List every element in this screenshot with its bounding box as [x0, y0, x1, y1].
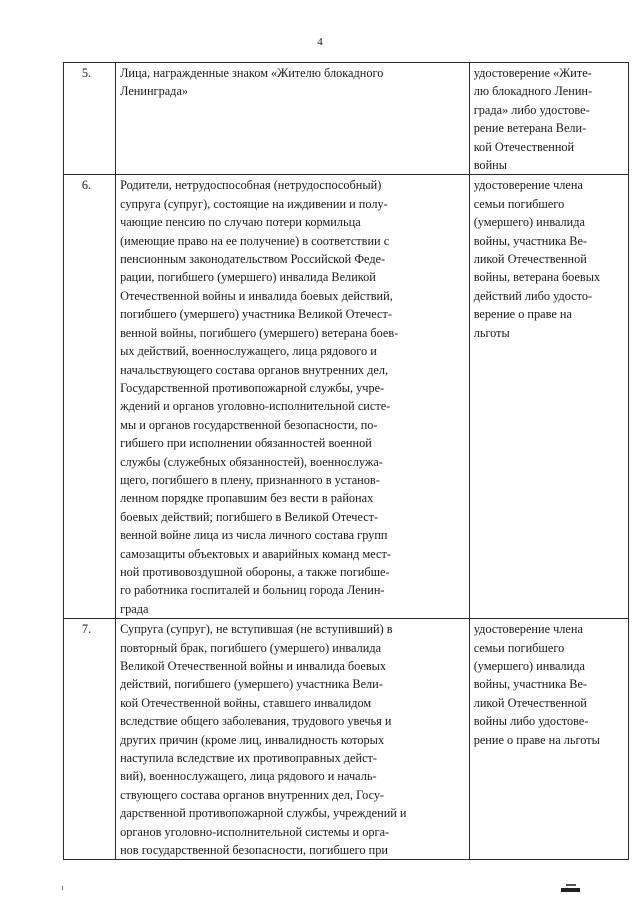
- table-row: [64, 63, 629, 175]
- row-number: 7.: [64, 619, 116, 860]
- row-description: Родители, нетрудоспособная (нетрудоспособный) супруга (супруг), состоящие на иждивении и полу- чающие пенсию по случаю потери кормильца (имеющие право на ее получение) в соответствии с пенсионным законодательством Российской Феде- рации, погибшего (умершего) инвалида Великой Отечественной войны и инвалида боевых действий, погибшего (умершего) участника Великой Отечест- венной войны, погибшего (умершего) ветерана боев- ых действий, военнослужащего, лица рядового и начальствующего состава органов внутренних дел, Государственной противопожарной службы, учре- ждений и органов уголовно-исполнительной систе- мы и органов государственной безопасности, по- гибшего при исполнении обязанностей военной службы (служебных обязанностей), военнослужа- щего, погибшего в плену, признанного в установ- ленном порядке пропавшим без вести в районах боевых действий; погибшего в Великой Отечест- венной войне лица из числа личного состава групп самозащиты объектовых и аварийных команд мест- ной противовоздушной обороны, а также погибше- го работника госпиталей и больниц города Ленин- града: [116, 175, 470, 619]
- table-row: [64, 619, 629, 860]
- scan-artifact: [566, 884, 576, 886]
- benefits-table: [63, 62, 629, 860]
- row-document: удостоверение члена семьи погибшего (умершего) инвалида войны, участника Ве- ликой Отечественной войны либо удостове- рение о праве на льготы: [469, 619, 628, 860]
- row-document: удостоверение «Жите- лю блокадного Ленин- града» либо удостове- рение ветерана Вели- кой Отечественной войны: [469, 63, 628, 175]
- row-description: Супруга (супруг), не вступившая (не вступивший) в повторный брак, погибшего (умершего) инвалида Великой Отечественной войны и инвалида боевых действий, погибшего (умершего) участника Вели- кой Отечественной войны, ставшего инвалидом вследствие общего заболевания, трудового увечья и других причин (кроме лиц, инвалидность которых наступила вследствие их противоправных дейст- вий), военнослужащего, лица рядового и началь- ствующего состава органов внутренних дел, Госу- дарственной противопожарной службы, учреждений и органов уголовно-исполнительной системы и орга- нов государственной безопасности, погибшего при: [116, 619, 470, 860]
- table-row: [64, 175, 629, 619]
- page-number: 4: [317, 36, 323, 48]
- row-number: 5.: [64, 63, 116, 175]
- row-document: удостоверение члена семьи погибшего (умершего) инвалида войны, участника Ве- ликой Отечественной войны, ветерана боевых действий либо удосто- верение о праве на льготы: [469, 175, 628, 619]
- row-number: 6.: [64, 175, 116, 619]
- scan-artifact: [561, 888, 580, 892]
- row-description: Лица, награжденные знаком «Жителю блокадного Ленинграда»: [116, 63, 470, 175]
- scan-artifact: [62, 886, 63, 890]
